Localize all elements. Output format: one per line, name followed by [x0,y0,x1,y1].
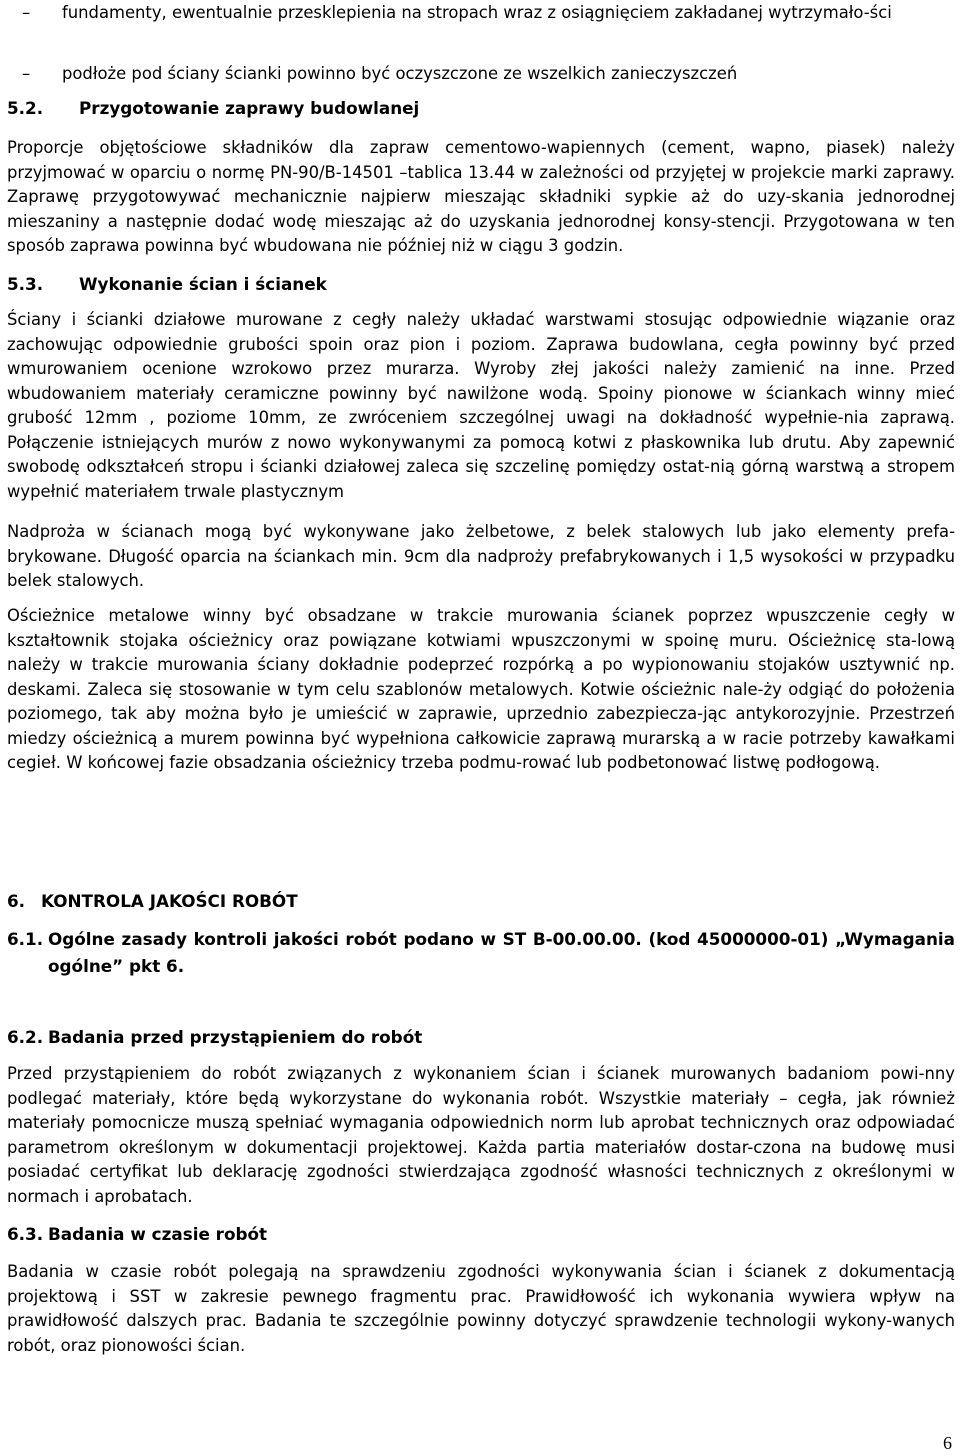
list-item-text: fundamenty, ewentualnie przesklepienia na stropach wraz z osiągnięciem zakładanej wytrzymało-ści [62,3,892,22]
section-title: Badania w czasie robót [48,1224,268,1244]
paragraph: Nadproża w ścianach mogą być wykonywane jako żelbetowe, z belek stalowych lub jako elementy prefa-brykowane. Długość oparcia na ściankach min. 9cm dla nadproży prefabrykowanych i 1,5 wysokości w przypadku belek stalowych. [7,522,955,590]
paragraph: Przed przystąpieniem do robót związanych z wykonaniem ścian i ścianek murowanych badaniom powi-nny podlegać materiały, które będą wykorzystane do wykonania robót. Wszystkie materiały – cegła, jak również materiały pomocnicze muszą spełniać wymagania odpowiednich norm lub aprobat technicznych oraz odpowiadać parametrom określonym w dokumentacji projektowej. Każda partia materiałów dostar-czona na budowę musi posiadać certyfikat lub deklarację zgodności stwierdzająca zgodność własności technicznych z określonymi w normach i aprobatach. [7,1064,955,1206]
bullet-dash: – [22,3,31,22]
bullet-dash: – [22,64,31,83]
section-heading [7,96,607,120]
section-number: 6.2. [7,1027,44,1047]
list-item-text: podłoże pod ściany ścianki powinno być oczyszczone ze wszelkich zanieczyszczeń [62,64,738,83]
section-title: Wykonanie ścian i ścianek [79,274,327,294]
paragraph: Ościeżnice metalowe winny być obsadzane w trakcie murowania ścianek poprzez wpuszczenie cegły w kształtownik stojaka ościeżnicy oraz powiązane kotwiami wpuszczonymi w spoinę muru. Ościeżnicę sta-lową należy w trakcie murowania ściany dokładnie podeprzeć rozpórką a po wypionowaniu stojaków usztywnić np. deskami. Zaleca się stosowanie w tym celu szablonów metalowych. Kotwie ościeżnic nale-ży odgiąć do położenia poziomego, tak aby można było je umieścić w zaprawie, uprzednio zabezpiecza-jąc antykorozyjnie. Przestrzeń miedzy ościeżnicą a murem powinna być wypełniona całkowicie zaprawą murarską a w racie potrzeby kawałkami cegieł. W końcowej fazie obsadzania ościeżnicy trzeba podmu-rować lub podbetonować listwę podłogową. [7,606,955,772]
list-item [0,62,955,87]
paragraph: Badania w czasie robót polegają na sprawdzeniu zgodności wykonywania ścian i ścianek z dokumentacją projektową i SST w zakresie pewnego fragmentu prac. Prawidłowość ich wykonania wywiera wpływ na prawidłowość dalszych prac. Badania te szczególnie powinny dotyczyć sprawdzenie technologii wykony-wanych robót, oraz pionowości ścian. [7,1262,955,1355]
section-title: Badania przed przystąpieniem do robót [48,1027,423,1047]
paragraph: Proporcje objętościowe składników dla zapraw cementowo-wapiennych (cement, wapno, piasek) należy przyjmować w oparciu o normę PN-90/B-14501 –tablica 13.44 w zależności od przyjętej w projekcie marki zaprawy. Zaprawę przygotowywać mechanicznie najpierw mieszając składniki sypkie aż do uzy-skania jednorodnej mieszaniny a następnie dodać wodę mieszając aż do uzyskania jednorodnej konsy-stencji. Przygotowana w ten sposób zaprawa powinna być wbudowana nie później niż w ciągu 3 godzin. [7,138,955,255]
section-number: 5.2. [7,98,44,118]
section-number: 5.3. [7,274,44,294]
section-title: Ogólne zasady kontroli jakości robót podano w ST B-00.00.00. (kod 45000000-01) „Wymagania ogólne” pkt 6. [48,929,955,976]
section-number: 6.3. [7,1224,44,1244]
list-item [0,1,955,50]
chapter-number: 6. [7,891,26,911]
page-number: 6 [943,1433,952,1453]
section-heading [7,272,607,296]
section-number: 6.1. [7,929,44,949]
section-heading [7,1025,607,1049]
section-heading [7,926,955,980]
chapter-heading [7,889,607,913]
paragraph: Ściany i ścianki działowe murowane z cegły należy układać warstwami stosując odpowiednie wiązanie oraz zachowując odpowiednie grubości spoin oraz pion i poziom. Zaprawa budowlana, cegła powinny być przed wmurowaniem ocenione wzrokowo przez murarza. Wyroby złej jakości należy zamienić na inne. Przed wbudowaniem materiały ceramiczne powinny być nawilżone wodą. Spoiny pionowe w ściankach winny mieć grubość 12mm , poziome 10mm, ze zwróceniem szczególnej uwagi na dokładność wypełnie-nia zaprawą. Połączenie istniejących murów z nowo wykonywanymi za pomocą kotwi z płaskownika lub drutu. Aby zapewnić swobodę odkształceń stropu i ścianki działowej zaleca się szczelinę pomiędzy ostat-nią górną warstwą a stropem wypełnić materiałem trwale plastycznym [7,310,955,501]
section-heading [7,1222,607,1246]
chapter-title: KONTROLA JAKOŚCI ROBÓT [41,891,298,911]
section-title: Przygotowanie zaprawy budowlanej [79,98,420,118]
